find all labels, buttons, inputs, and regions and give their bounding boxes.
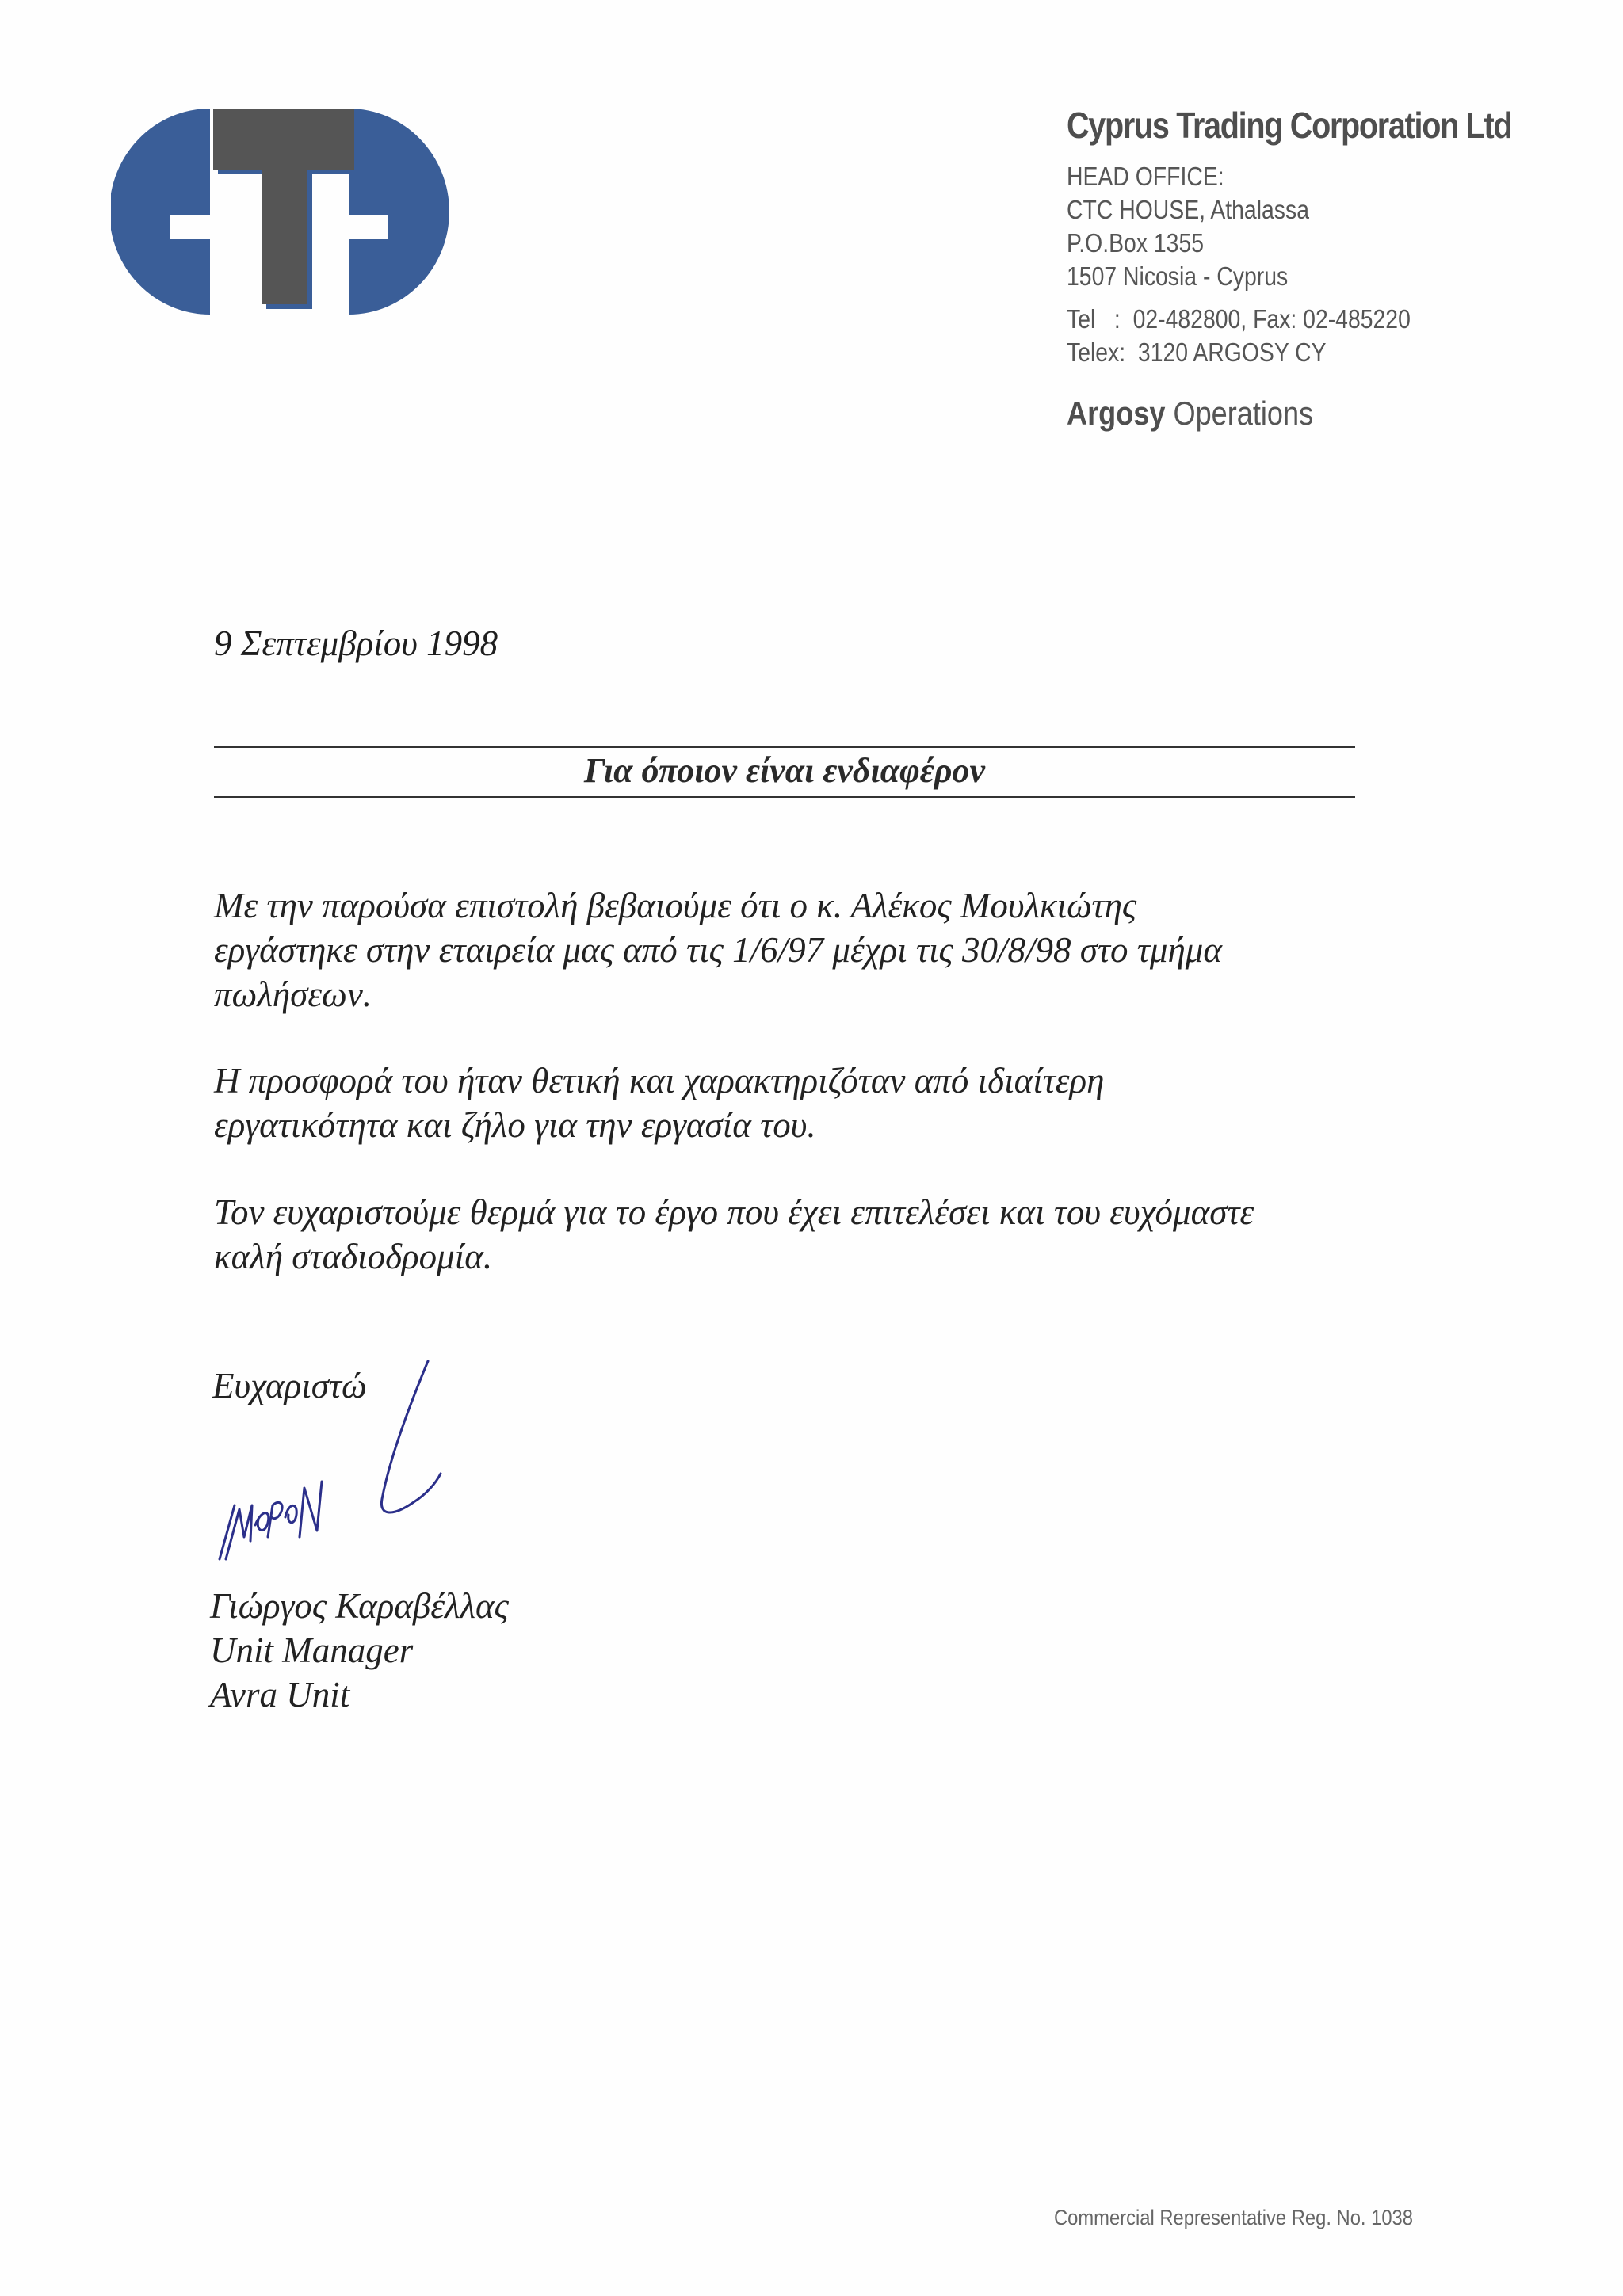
paragraph-line: Με την παρούσα επιστολή βεβαιούμε ότι ο κ. Αλέκος Μουλκιώτης	[214, 886, 1137, 925]
operations-brand: Argosy	[1067, 395, 1166, 432]
registration-footer: Commercial Representative Reg. No. 1038	[1054, 2206, 1413, 2229]
operations-line	[1067, 393, 1511, 434]
paragraph-line: πωλήσεων.	[214, 974, 372, 1014]
paragraph-line: καλή σταδιοδρομία.	[214, 1237, 493, 1276]
paragraph-line: Τον ευχαριστούμε θερμά για το έργο που έχει επιτελέσει και του ευχόμαστε	[214, 1192, 1254, 1232]
signer-title: Unit Manager	[210, 1630, 414, 1670]
address-line: P.O.Box 1355	[1067, 228, 1205, 257]
body-paragraph	[214, 883, 1379, 1016]
closing-text: Ευχαριστώ	[212, 1366, 367, 1405]
logo-right-arc	[349, 109, 449, 315]
letterhead	[1067, 101, 1584, 434]
contact-line: Telex: 3120 ARGOSY CY	[1067, 338, 1327, 367]
letter-subject: Για όποιον είναι ενδιαφέρον	[583, 751, 986, 790]
signature	[206, 1347, 444, 1577]
company-name: Cyprus Trading Corporation Ltd	[1067, 105, 1512, 146]
paragraph-line: Η προσφορά του ήταν θετική και χαρακτηριζόταν από ιδιαίτερη	[214, 1061, 1105, 1100]
logo-left-arc	[111, 109, 210, 315]
subject-rule-bottom	[214, 796, 1355, 798]
contact-line: Tel : 02-482800, Fax: 02-485220	[1067, 304, 1411, 334]
body-paragraph	[214, 1058, 1379, 1147]
address-line: HEAD OFFICE:	[1067, 162, 1224, 191]
body-paragraph	[214, 1190, 1379, 1279]
ctc-logo-icon	[111, 105, 460, 318]
paragraph-line: εργατικότητα και ζήλο για την εργασία του.	[214, 1105, 816, 1145]
operations-text: Operations	[1173, 395, 1314, 432]
signer-name: Γιώργος Καραβέλλας	[210, 1586, 509, 1626]
signature-block	[210, 1584, 509, 1717]
signer-unit: Avra Unit	[210, 1675, 350, 1714]
address-line: 1507 Nicosia - Cyprus	[1067, 261, 1289, 291]
handwritten-signature-icon	[206, 1347, 444, 1577]
address-line: CTC HOUSE, Athalassa	[1067, 195, 1309, 224]
paragraph-line: εργάστηκε στην εταιρεία μας από τις 1/6/97 μέχρι τις 30/8/98 στο τμήμα	[214, 930, 1223, 970]
logo-t	[213, 109, 354, 304]
company-logo	[111, 105, 460, 318]
letter-date: 9 Σεπτεμβρίου 1998	[214, 624, 498, 663]
